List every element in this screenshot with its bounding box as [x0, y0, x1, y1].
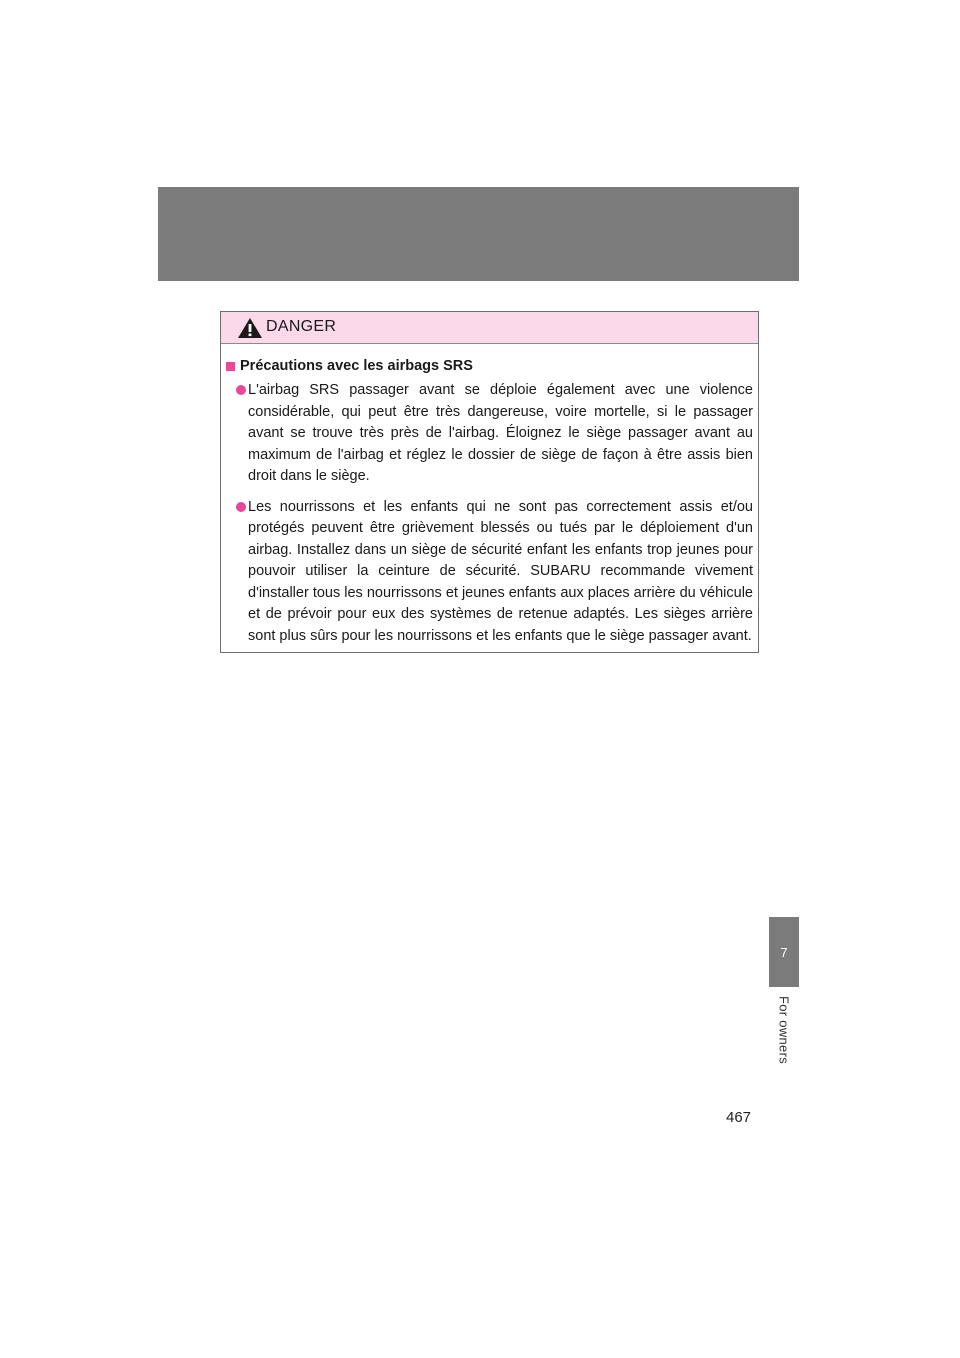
list-item — [225, 380, 753, 488]
chapter-label: For owners — [776, 995, 792, 1065]
round-bullet-icon — [236, 385, 246, 395]
list-item — [225, 497, 753, 648]
danger-box — [220, 311, 759, 653]
section-heading — [225, 356, 753, 376]
warning-triangle-icon — [237, 317, 263, 339]
danger-title: DANGER — [266, 318, 337, 335]
list-item-text: L'airbag SRS passager avant se déploie également avec une violence considérable, qui peut être très dangereuse, voire mortelle, si le passager avant se trouve très près de l'airbag. Éloignez le siège passager avant au maximum de l'airbag et réglez le dossier de siège de façon à être assis bien droit dans le siège. — [248, 382, 753, 484]
list-item-text: Les nourrissons et les enfants qui ne sont pas correctement assis et/ou protégés peuvent être grièvement blessés ou tués par le déploiement d'un airbag. Installez dans un siège de sécurité enfant les enfants trop jeunes pour pouvoir utiliser la ceinture de sécurité. SUBARU recommande vivement d'installer tous les nourrissons et jeunes enfants aux places arrière du véhicule et de prévoir pour eux des systèmes de retenue adaptés. Les sièges arrière sont plus sûrs pour les nourrissons et les enfants que le siège passager avant. — [248, 498, 753, 644]
page-number: 467 — [726, 1109, 752, 1126]
danger-header — [221, 312, 758, 344]
page-header-band — [158, 187, 799, 281]
chapter-tab — [769, 917, 799, 987]
section-heading-text: Précautions avec les airbags SRS — [240, 358, 473, 374]
square-bullet-icon — [226, 362, 235, 371]
danger-body — [221, 344, 758, 647]
round-bullet-icon — [236, 502, 246, 512]
chapter-number: 7 — [780, 944, 788, 960]
